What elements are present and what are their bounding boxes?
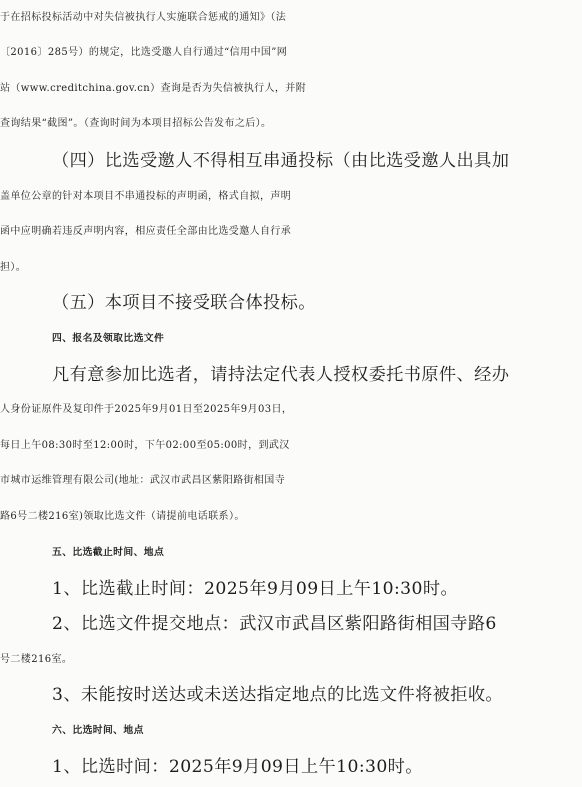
selection-item-1: 1、比选时间：2025年9月09日上午10:30时。 xyxy=(52,757,423,777)
deadline-item-3: 3、未能按时送达或未送达指定地点的比选文件将被拒收。 xyxy=(52,685,504,705)
text-line: 号二楼216室。 xyxy=(0,654,73,665)
text-line: 查询结果“截图”。（查询时间为本项目招标公告发布之后）。 xyxy=(0,118,272,129)
section-heading-selection: 六、比选时间、地点 xyxy=(52,725,144,736)
text-line: 站（www.creditchina.gov.cn）查询是否为失信被执行人，并附 xyxy=(0,83,307,94)
deadline-item-1: 1、比选截止时间：2025年9月09日上午10:30时。 xyxy=(52,579,459,599)
text-line: 担）。 xyxy=(0,262,27,273)
text-line: 于在招标投标活动中对失信被执行人实施联合惩戒的通知》（法 xyxy=(0,12,287,23)
text-line: 路6号二楼216室)领取比选文件（请提前电话联系）。 xyxy=(0,511,245,522)
text-line: 市城市运维管理有限公司(地址：武汉市武昌区紫阳路街相国寺 xyxy=(0,475,286,486)
text-line: 人身份证原件及复印件于2025年9月01日至2025年9月03日， xyxy=(0,404,293,415)
deadline-item-2: 2、比选文件提交地点：武汉市武昌区紫阳路街相国寺路6 xyxy=(52,614,497,634)
paragraph-four-start: （四）比选受邀人不得相互串通投标（由比选受邀人出具加 xyxy=(52,151,510,171)
registration-paragraph-start: 凡有意参加比选者，请持法定代表人授权委托书原件、经办 xyxy=(52,365,510,385)
section-heading-deadline: 五、比选截止时间、地点 xyxy=(52,547,165,558)
paragraph-five: （五）本项目不接受联合体投标。 xyxy=(52,293,316,313)
text-line: 每日上午08:30时至12:00时，下午02:00至05:00时，到武汉 xyxy=(0,440,290,451)
section-heading-registration: 四、报名及领取比选文件 xyxy=(52,333,165,344)
text-line: 盖单位公章的针对本项目不串通投标的声明函，格式自拟，声明 xyxy=(0,191,292,202)
text-line: 〔2016〕285号）的规定，比选受邀人自行通过“信用中国”网 xyxy=(0,47,288,58)
text-line: 函中应明确若违反声明内容，相应责任全部由比选受邀人自行承 xyxy=(0,226,292,237)
